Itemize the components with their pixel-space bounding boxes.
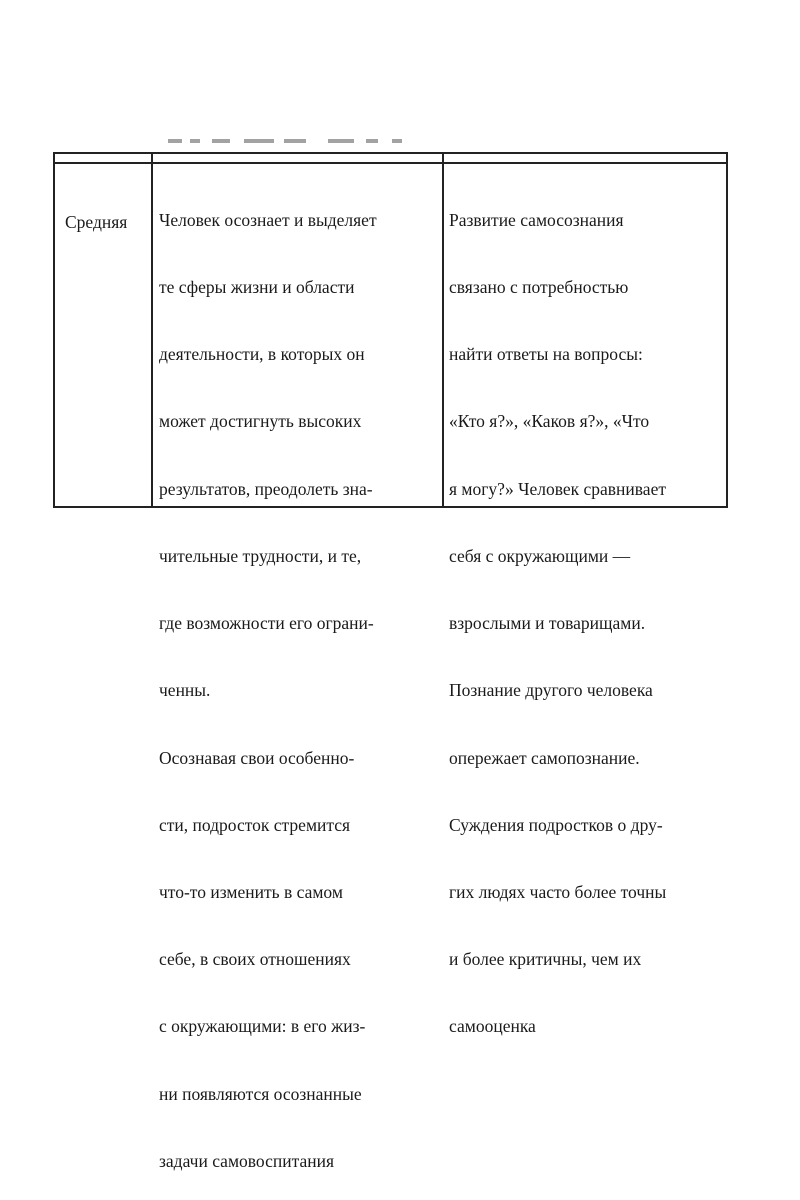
cell-line: где возможности его ограни-: [159, 613, 374, 634]
cell-line: Осознавая свои особенно-: [159, 747, 355, 768]
cell-line: я могу?» Человек сравнивает: [449, 478, 666, 499]
column-divider-2: [442, 154, 444, 506]
cell-line: результатов, преодолеть зна-: [159, 478, 373, 499]
cell-line: ни появляются осознанные: [159, 1083, 362, 1104]
cell-line: с окружающими: в его жиз-: [159, 1016, 366, 1037]
cell-line: Познание другого человека: [449, 680, 653, 701]
cell-line: взрослыми и товарищами.: [449, 613, 646, 634]
cell-line: ченны.: [159, 680, 211, 701]
cell-line: Человек осознает и выделяет: [159, 209, 377, 230]
cell-line: Суждения подростков о дру-: [449, 814, 663, 835]
stage-label: Средняя: [65, 211, 128, 232]
cell-line: опережает самопознание.: [449, 747, 640, 768]
cell-line: найти ответы на вопросы:: [449, 344, 643, 365]
cell-line: «Кто я?», «Каков я?», «Что: [449, 411, 650, 432]
cell-line: связано с потребностью: [449, 277, 629, 298]
cell-line: гих людях часто более точны: [449, 882, 667, 902]
stage-cell: [65, 166, 127, 278]
cell-line: Развитие самосознания: [449, 209, 624, 230]
cell-line: чительные трудности, и те,: [159, 545, 362, 566]
cell-line: что-то изменить в самом: [159, 882, 343, 902]
cell-line: сти, подросток стремится: [159, 814, 351, 835]
column-divider-1: [151, 154, 153, 506]
self-development-cell: [449, 164, 666, 1083]
cell-line: может достигнуть высоких: [159, 411, 362, 432]
cell-line: себя с окружающими —: [449, 545, 631, 566]
cell-line: и более критичны, чем их: [449, 949, 642, 970]
cropped-previous-row-remnant: [160, 137, 410, 147]
cell-line: задачи самовоспитания: [159, 1150, 334, 1171]
cell-line: деятельности, в которых он: [159, 344, 365, 365]
development-stage-table: [53, 152, 728, 1171]
cell-line: себе, в своих отношениях: [159, 949, 351, 970]
cell-line: самооценка: [449, 1016, 536, 1037]
self-awareness-cell: [159, 164, 377, 1200]
cell-line: те сферы жизни и области: [159, 277, 355, 298]
